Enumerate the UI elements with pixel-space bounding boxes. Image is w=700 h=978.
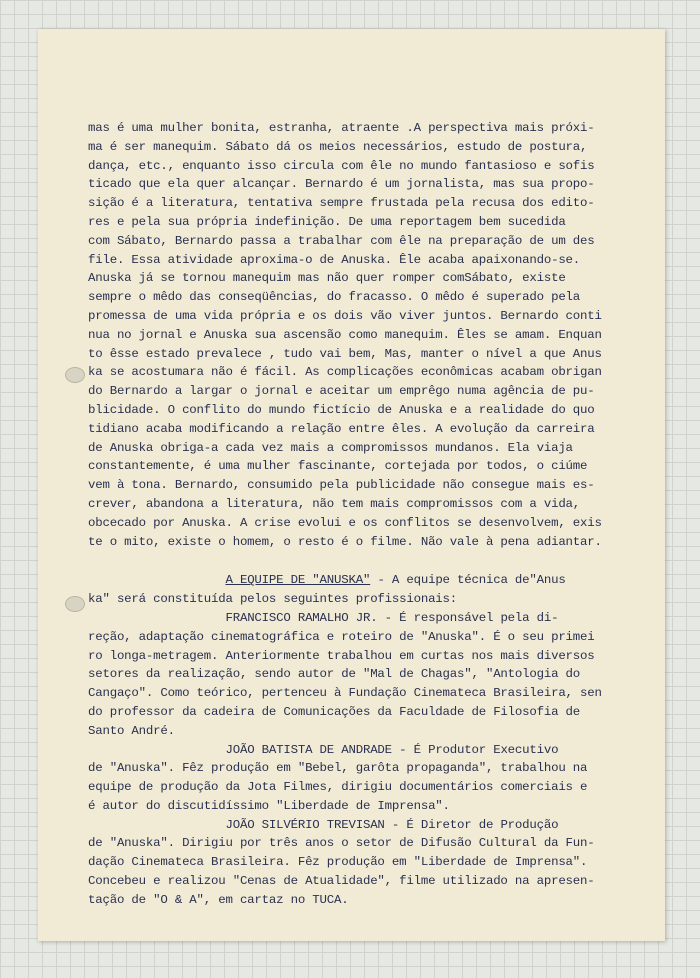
text-line: com Sábato, Bernardo passa a trabalhar com êle na preparação de um des (88, 233, 595, 248)
text-line: tação de "O & A", em cartaz no TUCA. (88, 892, 349, 907)
team-section (88, 571, 648, 909)
member-name-trevisan: JOÃO SILVÉRIO TREVISAN (225, 817, 385, 832)
text-line: te o mito, existe o homem, o resto é o filme. Não vale à pena adiantar. (88, 534, 602, 549)
text-line: ticado que ela quer alcançar. Bernardo é um jornalista, mas sua propo- (88, 177, 595, 192)
text-line: file. Essa atividade aproxima-o de Anuska. Êle acaba apaixonando-se. (88, 252, 581, 267)
text-line: de Anuska obriga-a cada vez mais a compromissos mundanos. Ela viaja (88, 440, 573, 455)
typewritten-page (38, 29, 665, 941)
text-line: to êsse estado prevalece , tudo vai bem, Mas, manter o nível a que Anus (88, 346, 602, 361)
member-name-ramalho: FRANCISCO RAMALHO JR. (225, 610, 378, 625)
text-line: promessa de uma vida própria e os dois vão viver juntos. Bernardo conti (88, 308, 602, 323)
text-line: nua no jornal e Anuska sua ascensão como manequim. Êles se amam. Enquan (88, 327, 602, 342)
text-line: setores da realização, sendo autor de "Mal de Chagas", "Antologia do (88, 667, 581, 682)
text-line: tidiano acaba modificando a relação entre êles. A evolução da carreira (88, 421, 595, 436)
text-line: sempre o mêdo das conseqüências, do fracasso. O mêdo é superado pela (88, 290, 581, 305)
text-line: Concebeu e realizou "Cenas de Atualidade", filme utilizado na apresen- (88, 874, 595, 889)
text-line: sição é a literatura, tentativa sempre frustada pela recusa dos edito- (88, 196, 595, 211)
text-line: ka se acostumara não é fácil. As complicações econômicas acabam obrigan (88, 365, 602, 380)
member-name-andrade: JOÃO BATISTA DE ANDRADE (225, 742, 392, 757)
text-line: dação Cinemateca Brasileira. Fêz produção em "Liberdade de Imprensa". (88, 855, 588, 870)
member-first-line: FRANCISCO RAMALHO JR. - É responsável pela di- (225, 610, 559, 625)
text-line: vem à tona. Bernardo, consumido pela publicidade não consegue mais es- (88, 478, 595, 493)
team-intro-line: A EQUIPE DE "ANUSKA" - A equipe técnica de"Anus (225, 573, 566, 588)
text-line: ro longa-metragem. Anteriormente trabalhou em curtas nos mais diversos (88, 648, 595, 663)
text-line: de "Anuska". Dirigiu por três anos o setor de Difusão Cultural da Fun- (88, 836, 595, 851)
punch-hole (65, 367, 85, 383)
text-line: ka" será constituída pelos seguintes profissionais: (88, 592, 458, 607)
text-line: res e pela sua própria indefinição. De uma reportagem bem sucedida (88, 214, 566, 229)
punch-hole (65, 596, 85, 612)
text-line: Cangaço". Como teórico, pertenceu à Fundação Cinemateca Brasileira, sen (88, 686, 602, 701)
synopsis-paragraph (88, 119, 648, 551)
paragraph-gap (88, 551, 648, 571)
text-line: é autor do discutidíssimo "Liberdade de Imprensa". (88, 798, 450, 813)
member-first-line: JOÃO SILVÉRIO TREVISAN - É Diretor de Produção (225, 817, 559, 832)
text-line: mas é uma mulher bonita, estranha, atraente .A perspectiva mais próxi- (88, 121, 595, 135)
page-text (88, 119, 648, 910)
text-line: Santo André. (88, 723, 175, 738)
text-line: reção, adaptação cinematográfica e roteiro de "Anuska". É o seu primei (88, 629, 595, 644)
text-line: Anuska já se tornou manequim mas não quer romper comSábato, existe (88, 271, 566, 286)
text-line: de "Anuska". Fêz produção em "Bebel, garôta propaganda", trabalhou na (88, 761, 588, 776)
text-line: crever, abandona a literatura, não tem mais compromissos com a vida, (88, 496, 581, 511)
text-line: equipe de produção da Jota Filmes, dirigiu documentários comerciais e (88, 780, 588, 795)
team-heading: A EQUIPE DE "ANUSKA" (225, 573, 371, 588)
text-line: ma é ser manequim. Sábato dá os meios necessários, estudo de postura, (88, 139, 588, 154)
text-line: do professor da cadeira de Comunicações da Faculdade de Filosofia de (88, 704, 581, 719)
text-line: blicidade. O conflito do mundo fictício de Anuska e a realidade do quo (88, 402, 595, 417)
text-line: obcecado por Anuska. A crise evolui e os conflitos se desenvolvem, exis (88, 515, 602, 530)
text-line: constantemente, é uma mulher fascinante, cortejada por todos, o ciúme (88, 459, 588, 474)
member-first-line: JOÃO BATISTA DE ANDRADE - É Produtor Executivo (225, 742, 559, 757)
text-line: do Bernardo a largar o jornal e aceitar um emprêgo numa agência de pu- (88, 384, 595, 399)
text-line: dança, etc., enquanto isso circula com êle no mundo fantasioso e sofis (88, 158, 595, 173)
